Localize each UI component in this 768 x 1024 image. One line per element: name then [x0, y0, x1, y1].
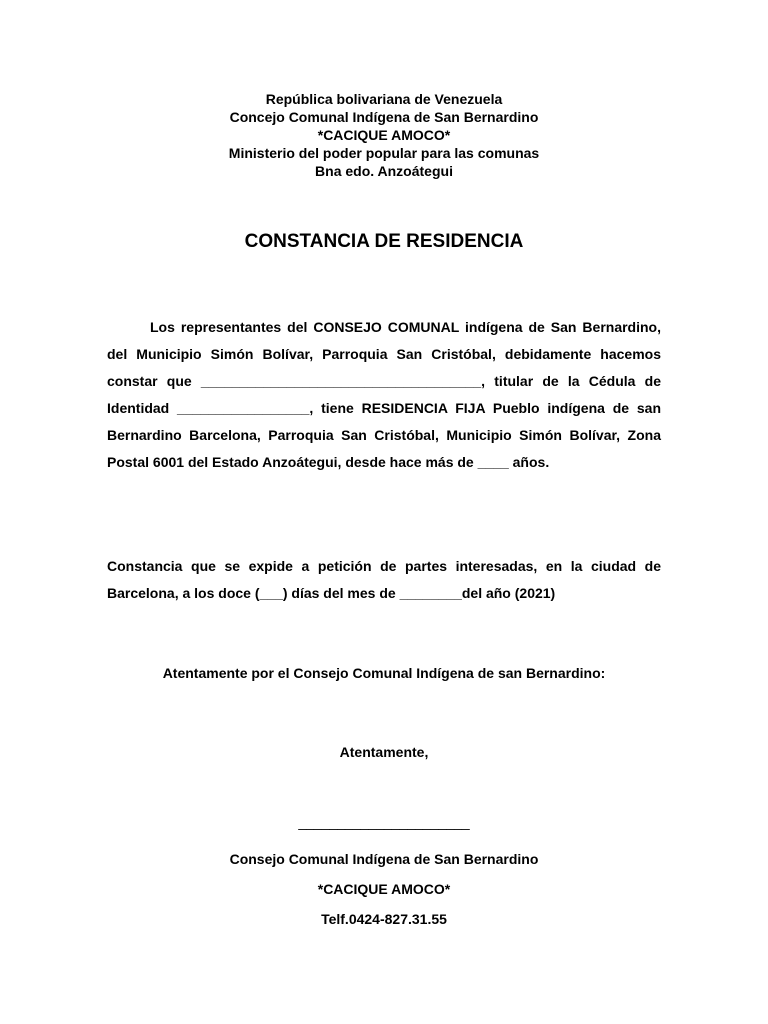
footer-council-name: Consejo Comunal Indígena de San Bernardino [229, 851, 539, 867]
footer-cacique: *CACIQUE AMOCO* [317, 881, 451, 897]
sign-off-line: Atentamente por el Consejo Comunal Indígena de san Bernardino: [162, 665, 606, 681]
letterhead-council: Concejo Comunal Indígena de San Bernardino [229, 109, 539, 125]
body-paragraph-issuance: Constancia que se expide a petición de partes interesadas, en la ciudad de Barcelona, a los doce (___) días del mes de ________del año (2021) [107, 558, 661, 601]
document-title: CONSTANCIA DE RESIDENCIA [244, 231, 524, 252]
footer-phone: Telf.0424-827.31.55 [321, 911, 447, 927]
letterhead-cacique: *CACIQUE AMOCO* [317, 127, 451, 143]
letterhead-location: Bna edo. Anzoátegui [315, 163, 453, 179]
closing-salutation: Atentamente, [339, 744, 429, 760]
letterhead-country: República bolivariana de Venezuela [265, 91, 503, 107]
body-paragraph-residence: Los representantes del CONSEJO COMUNAL indígena de San Bernardino, del Municipio Simón Bolívar, Parroquia San Cristóbal, debidamente hacemos constar que ____________________________________, titular de la Cédula de Identidad _________________, tiene RESIDENCIA FIJA Pueblo indígena de san Bernardino Barcelona, Parroquia San Cristóbal, Municipio Simón Bolívar, Zona Postal 6001 del Estado Anzoátegui, desde hace más de ____ años. [107, 319, 661, 470]
signature-line: ______________________ [298, 814, 470, 830]
letterhead [0, 90, 768, 180]
letterhead-ministry: Ministerio del poder popular para las comunas [228, 145, 540, 161]
